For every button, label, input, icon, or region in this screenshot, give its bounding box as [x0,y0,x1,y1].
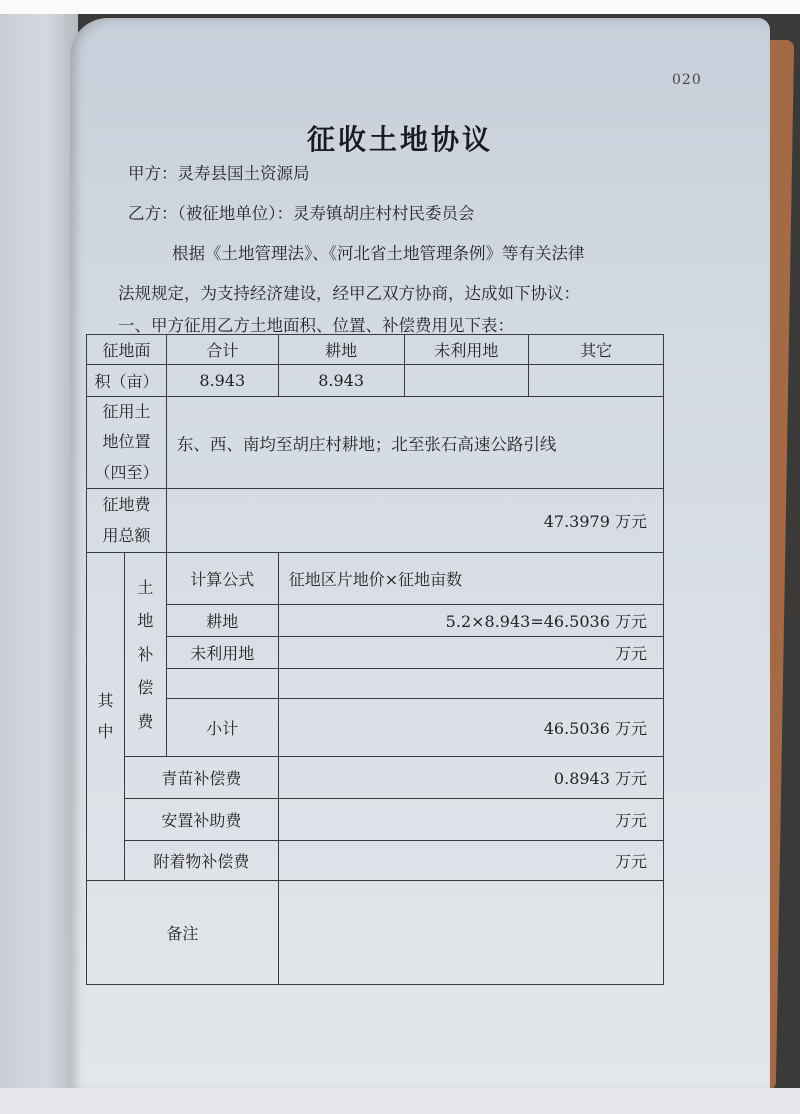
comp-e: 费 [137,712,154,732]
document-title: 征收土地协议 [306,123,493,156]
subtotal-label: 小计 [166,699,278,757]
col-unused-header: 未利用地 [404,335,529,365]
intro-line-2: 法规规定，为支持经济建设，经甲乙双方协商，达成如下协议： [118,284,580,303]
facing-page [0,14,78,1114]
empty-comp-value [278,669,663,699]
location-label [87,397,167,489]
area-label-b: 积（亩） [87,365,167,397]
comp-d: 偿 [137,678,154,698]
unused-area-value [404,365,529,397]
empty-comp-label [166,669,278,699]
fee-total-value: 47.3979 万元 [166,489,663,553]
party-b: 乙方：（被征地单位）：灵寿镇胡庄村村民委员会 [128,204,475,223]
location-label-c: （四至） [94,462,159,482]
location-label-b: 地位置 [102,432,151,452]
fee-total-label [87,489,167,553]
section-1: 一、甲方征用乙方土地面积、位置、补偿费用见下表： [118,316,514,335]
formula-value: 征地区片地价×征地亩数 [278,553,663,605]
bottom-strip [0,1088,800,1114]
attachment-value: 万元 [278,841,663,881]
subtotal-value: 46.5036 万元 [278,699,663,757]
attachment-label: 附着物补偿费 [124,841,278,881]
among-label [87,553,125,881]
comp-b: 地 [137,611,154,631]
top-strip [0,0,800,14]
resettle-label: 安置补助费 [124,799,278,841]
land-acquisition-table [86,334,664,985]
fee-label-b: 用总额 [102,525,151,545]
party-a: 甲方：灵寿县国土资源局 [128,164,310,183]
page-number: 020 [672,72,702,88]
land-comp-label [124,553,166,757]
crops-value: 0.8943 万元 [278,757,663,799]
among-a: 其 [97,691,114,711]
area-label-a: 征地面 [87,335,167,365]
other-area-value [529,365,664,397]
comp-a: 土 [137,577,154,597]
unused-comp-label: 未利用地 [166,637,278,669]
remarks-value [278,881,663,985]
remarks-label: 备注 [87,881,279,985]
col-other-header: 其它 [529,335,664,365]
fee-label-a: 征地费 [102,495,151,515]
farmland-comp-label: 耕地 [166,605,278,637]
col-farmland-header: 耕地 [278,335,404,365]
total-area-value: 8.943 [166,365,278,397]
location-label-a: 征用土 [102,402,151,421]
farmland-comp-value: 5.2×8.943=46.5036 万元 [278,605,663,637]
crops-label: 青苗补偿费 [124,757,278,799]
unused-comp-value: 万元 [278,637,663,669]
comp-c: 补 [137,644,154,664]
intro-line-1: 根据《土地管理法》、《河北省土地管理条例》等有关法律 [172,244,585,263]
resettle-value: 万元 [278,799,663,841]
col-total-header: 合计 [166,335,278,365]
location-value: 东、西、南均至胡庄村耕地；北至张石高速公路引线 [166,397,663,489]
among-b: 中 [97,721,114,741]
formula-label: 计算公式 [166,553,278,605]
farmland-area-value: 8.943 [278,365,404,397]
